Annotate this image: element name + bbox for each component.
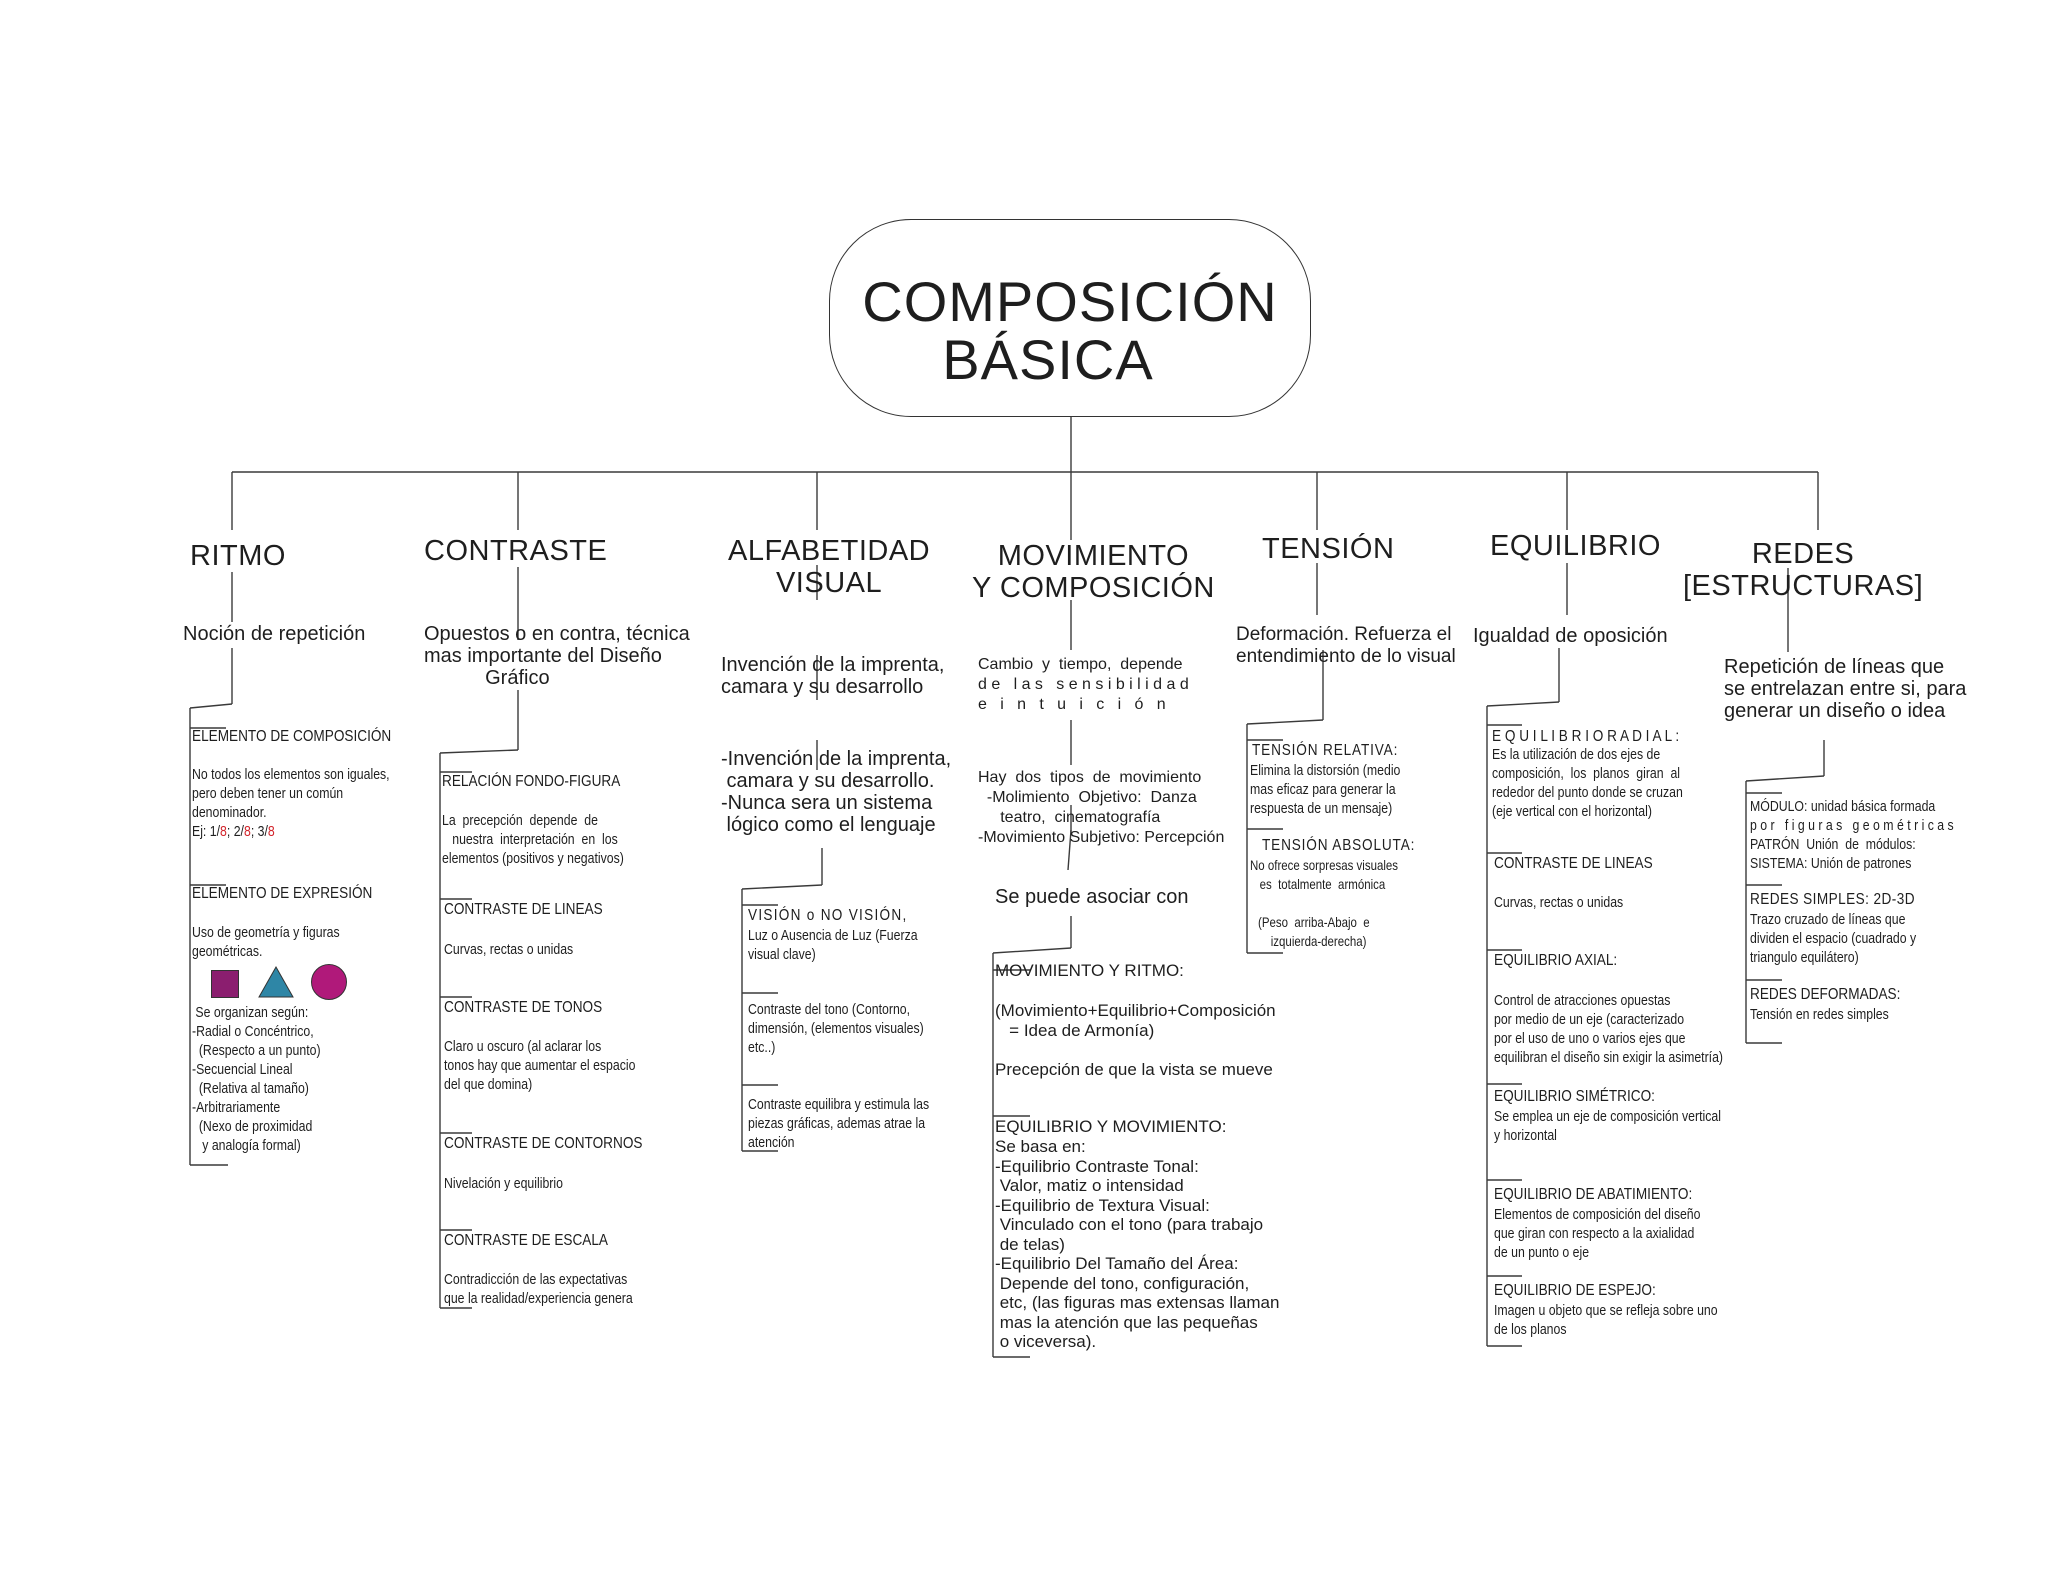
contraste-s2-title: CONTRASTE DE LINEAS bbox=[444, 901, 603, 918]
equilibrio-s6-body: Imagen u objeto que se refleja sobre uno de los planos bbox=[1494, 1302, 1718, 1338]
movimiento-ritmo-body: Precepción de que la vista se mueve bbox=[995, 1060, 1273, 1079]
equilibrio-s6-title: EQUILIBRIO DE ESPEJO: bbox=[1494, 1282, 1656, 1299]
equilibrio-s5-body: Elementos de composición del diseño que giran con respecto a la axialidad de un punto o eje bbox=[1494, 1206, 1701, 1261]
heading-redes: REDES [ESTRUCTURAS] bbox=[1683, 538, 1924, 602]
contraste-s5-body: Contradicción de las expectativas que la realidad/experiencia genera bbox=[444, 1271, 633, 1307]
tension-s1-title: TENSIÓN RELATIVA: bbox=[1252, 742, 1399, 759]
root-node bbox=[829, 219, 1311, 417]
redes-s3-title: REDES DEFORMADAS: bbox=[1750, 986, 1901, 1003]
root-title-line1: COMPOSICIÓN bbox=[862, 270, 1278, 333]
heading-ritmo: RITMO bbox=[190, 540, 286, 572]
equilibrio-s5-title: EQUILIBRIO DE ABATIMIENTO: bbox=[1494, 1186, 1693, 1203]
redes-s2-title: REDES SIMPLES: 2D-3D bbox=[1750, 891, 1915, 908]
alfabetidad-s3-body: Contraste equilibra y estimula las piezas gráficas, ademas atrae la atención bbox=[748, 1096, 930, 1151]
contraste-s4-title: CONTRASTE DE CONTORNOS bbox=[444, 1135, 643, 1152]
equilibrio-s1-title: E Q U I L I B R I O R A D I A L : bbox=[1492, 728, 1680, 745]
alfabetidad-desc2: -Invención de la imprenta, camara y su desarrollo. -Nunca sera un sistema lógico como el lenguaje bbox=[721, 748, 952, 836]
alfabetidad-s1-title: VISIÓN o NO VISIÓN, bbox=[748, 907, 908, 924]
contraste-s3-body: Claro u oscuro (al aclarar los tonos hay que aumentar el espacio del que domina) bbox=[444, 1038, 636, 1093]
tension-s1-body: Elimina la distorsión (medio mas eficaz para generar la respuesta de un mensaje) bbox=[1250, 762, 1401, 817]
contraste-s5-title: CONTRASTE DE ESCALA bbox=[444, 1232, 608, 1249]
ritmo-s2-body: Uso de geometría y figuras geométricas. bbox=[192, 924, 340, 960]
movimiento-ritmo-formula: (Movimiento+Equilibrio+Composición = Idea de Armonía) bbox=[995, 1001, 1276, 1040]
redes-desc: Repetición de líneas que se entrelazan entre si, para generar un diseño o idea bbox=[1724, 656, 1967, 722]
movimiento-types: Hay dos tipos de movimiento -Molimiento Objetivo: Danza teatro, cinematografía -Movimiento Subjetivo: Percepción bbox=[978, 769, 1225, 846]
ritmo-s2-title: ELEMENTO DE EXPRESIÓN bbox=[192, 885, 373, 902]
heading-movimiento: MOVIMIENTO Y COMPOSICIÓN bbox=[972, 540, 1215, 604]
equilibrio-s4-title: EQUILIBRIO SIMÉTRICO: bbox=[1494, 1088, 1655, 1105]
redes-s3-body: Tensión en redes simples bbox=[1750, 1006, 1889, 1023]
movimiento-desc: Cambio y tiempo, depende d e l a s s e n s i b i l i d a d e i n t u i c i ó n bbox=[978, 656, 1189, 713]
movimiento-ritmo-title: MOVIMIENTO Y RITMO: bbox=[995, 961, 1184, 980]
equilibrio-s3-body: Control de atracciones opuestas por medio de un eje (caracterizado por el uso de uno o varios ejes que equilibran el diseño sin exigir la asimetría) bbox=[1494, 992, 1724, 1066]
contraste-s3-title: CONTRASTE DE TONOS bbox=[444, 999, 603, 1016]
ritmo-s1-example: Ej: 1/8; 2/8; 3/8 bbox=[192, 823, 275, 840]
heading-equilibrio: EQUILIBRIO bbox=[1490, 530, 1661, 562]
alfabetidad-s1-body: Luz o Ausencia de Luz (Fuerza visual clave) bbox=[748, 927, 918, 963]
circle-shape-icon bbox=[311, 964, 347, 1000]
tension-s2-body: No ofrece sorpresas visuales es totalmente armónica bbox=[1250, 857, 1399, 892]
equilibrio-s3-title: EQUILIBRIO AXIAL: bbox=[1494, 952, 1618, 969]
contraste-s2-body: Curvas, rectas o unidas bbox=[444, 941, 574, 958]
ritmo-desc: Noción de repetición bbox=[183, 623, 366, 645]
tension-desc: Deformación. Refuerza el entendimiento de lo visual bbox=[1236, 624, 1456, 667]
contraste-s1-body: La precepción depende de nuestra interpretación en los elementos (positivos y negativos) bbox=[442, 812, 624, 867]
equilibrio-s2-body: Curvas, rectas o unidas bbox=[1494, 894, 1624, 911]
equilibrio-s1-body: Es la utilización de dos ejes de composición, los planos giran al rededor del punto donde se cruzan (eje vertical con el horizontal) bbox=[1492, 746, 1683, 820]
contraste-s4-body: Nivelación y equilibrio bbox=[444, 1175, 563, 1192]
heading-alfabetidad: ALFABETIDAD VISUAL bbox=[728, 535, 931, 599]
movimiento-equilibrio-title: EQUILIBRIO Y MOVIMIENTO: bbox=[995, 1117, 1227, 1136]
square-shape-icon bbox=[211, 970, 239, 998]
contraste-s1-title: RELACIÓN FONDO-FIGURA bbox=[442, 773, 621, 790]
contraste-desc: Opuestos o en contra, técnica mas importante del Diseño Gráfico bbox=[424, 623, 690, 689]
movimiento-asociar: Se puede asociar con bbox=[995, 886, 1189, 908]
triangle-shape-icon bbox=[257, 965, 295, 999]
alfabetidad-s2-body: Contraste del tono (Contorno, dimensión, (elementos visuales) etc..) bbox=[748, 1001, 924, 1056]
heading-contraste: CONTRASTE bbox=[424, 535, 608, 567]
equilibrio-desc: Igualdad de oposición bbox=[1473, 625, 1668, 647]
alfabetidad-desc: Invención de la imprenta, camara y su desarrollo bbox=[721, 654, 945, 698]
ritmo-s1-title: ELEMENTO DE COMPOSICIÓN bbox=[192, 728, 392, 745]
ritmo-s2-list: Se organizan según: -Radial o Concéntrico, (Respecto a un punto) -Secuencial Lineal (Relativa al tamaño) -Arbitrariamente (Nexo de proximidad y analogía formal) bbox=[192, 1004, 321, 1154]
tension-s2-note: (Peso arriba-Abajo e izquierda-derecha) bbox=[1258, 914, 1370, 949]
ritmo-s1-body: No todos los elementos son iguales, pero deben tener un común denominador. bbox=[192, 766, 390, 821]
redes-s1-body: MÓDULO: unidad básica formada p o r f i g u r a s g e o m é t r i c a s PATRÓN Unión de módulos: SISTEMA: Unión de patrones bbox=[1750, 798, 1954, 872]
root-title-line2: BÁSICA bbox=[942, 328, 1154, 391]
heading-tension: TENSIÓN bbox=[1262, 533, 1395, 565]
redes-s2-body: Trazo cruzado de líneas que dividen el espacio (cuadrado y triangulo equilátero) bbox=[1750, 911, 1917, 966]
tension-s2-title: TENSIÓN ABSOLUTA: bbox=[1262, 837, 1416, 854]
movimiento-equilibrio-body: Se basa en: -Equilibrio Contraste Tonal: Valor, matiz o intensidad -Equilibrio de Textura Visual: Vinculado con el tono (para trabajo de telas) -Equilibrio Del Tamaño del Área: Depende del tono, configuración, etc, (las figuras mas extensas llaman mas la atención que las pequeñas o viceversa). bbox=[995, 1137, 1280, 1351]
equilibrio-s2-title: CONTRASTE DE LINEAS bbox=[1494, 855, 1653, 872]
equilibrio-s4-body: Se emplea un eje de composición vertical y horizontal bbox=[1494, 1108, 1721, 1144]
